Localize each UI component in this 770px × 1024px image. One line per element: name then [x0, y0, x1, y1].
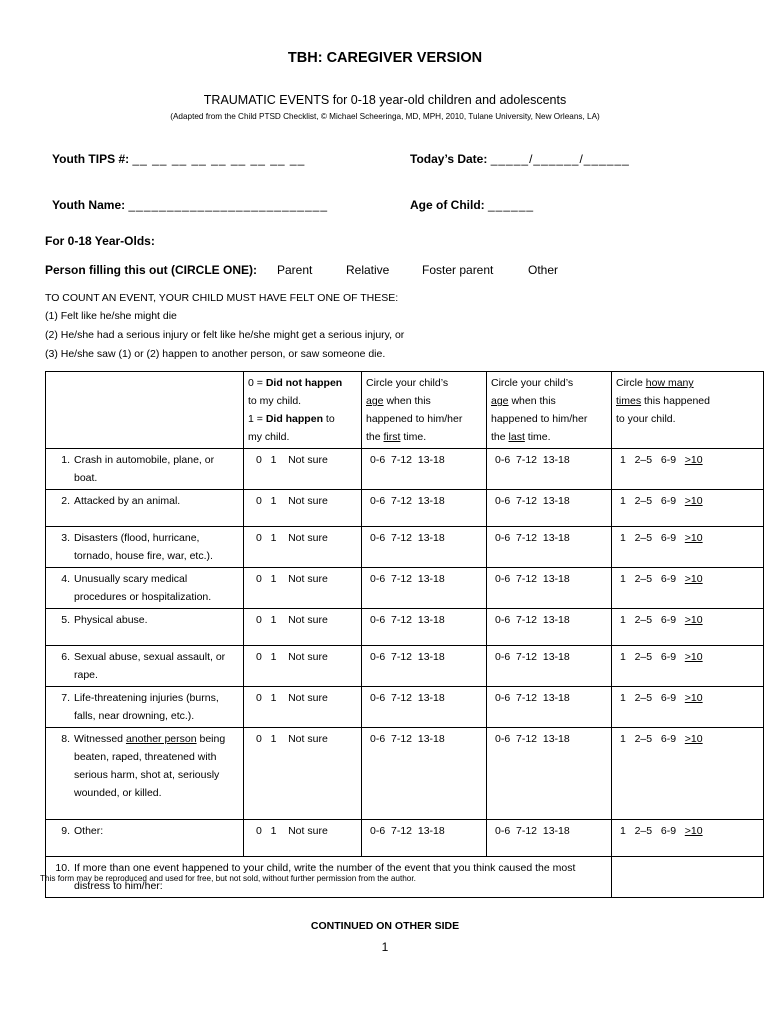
section-heading: For 0-18 Year-Olds:	[45, 234, 155, 248]
times-options[interactable]: 1 2–5 6-9 >10	[612, 820, 764, 857]
instructions-lead: TO COUNT AN EVENT, YOUR CHILD MUST HAVE FELT ONE OF THESE:	[45, 292, 399, 304]
event-row	[46, 609, 764, 646]
response-options[interactable]: 0 1 Not sure	[244, 449, 362, 490]
last-age-options[interactable]: 0-6 7-12 13-18	[487, 527, 612, 568]
events-table	[45, 371, 764, 898]
response-options[interactable]: 0 1 Not sure	[244, 527, 362, 568]
event-description: 9. Other:	[46, 820, 244, 857]
form-subtitle: TRAUMATIC EVENTS for 0-18 year-old children and adolescents	[203, 93, 567, 107]
youth-tips-blank[interactable]: __ __ __ __ __ __ __ __ __	[132, 152, 306, 166]
times-options[interactable]: 1 2–5 6-9 >10	[612, 609, 764, 646]
response-options[interactable]: 0 1 Not sure	[244, 820, 362, 857]
most-distress-answer-cell[interactable]	[612, 857, 764, 898]
last-age-options[interactable]: 0-6 7-12 13-18	[487, 449, 612, 490]
event-row	[46, 646, 764, 687]
response-options[interactable]: 0 1 Not sure	[244, 490, 362, 527]
first-age-options[interactable]: 0-6 7-12 13-18	[362, 820, 487, 857]
response-options[interactable]: 0 1 Not sure	[244, 568, 362, 609]
last-age-options[interactable]: 0-6 7-12 13-18	[487, 728, 612, 820]
instruction-item: (2) He/she had a serious injury or felt like he/she might get a serious injury, or	[45, 329, 405, 341]
first-age-options[interactable]: 0-6 7-12 13-18	[362, 527, 487, 568]
adapted-credit: (Adapted from the Child PTSD Checklist, © Michael Scheeringa, MD, MPH, 2010, Tulane University, New Orleans, LA)	[170, 112, 600, 121]
youth-name-label: Youth Name:	[52, 198, 126, 212]
last-age-options[interactable]: 0-6 7-12 13-18	[487, 490, 612, 527]
option-relative[interactable]: Relative	[346, 263, 390, 277]
last-age-options[interactable]: 0-6 7-12 13-18	[487, 646, 612, 687]
youth-tips-field[interactable]	[52, 152, 305, 166]
event-description: 7. Life-threatening injuries (burns, falls, near drowning, etc.).	[46, 687, 244, 728]
header-times: Circle how many times this happened to your child.	[612, 372, 764, 449]
header-response: 0 = Did not happen to my child. 1 = Did happen to my child.	[244, 372, 362, 449]
footer-note: This form may be reproduced and used for free, but not sold, without further permission from the author.	[40, 874, 416, 883]
first-age-options[interactable]: 0-6 7-12 13-18	[362, 646, 487, 687]
table-header-row	[46, 372, 764, 449]
times-options[interactable]: 1 2–5 6-9 >10	[612, 568, 764, 609]
times-options[interactable]: 1 2–5 6-9 >10	[612, 646, 764, 687]
event-row	[46, 687, 764, 728]
todays-date-blank[interactable]: _____/______/______	[490, 152, 630, 166]
age-blank[interactable]: ______	[488, 198, 535, 212]
event-row	[46, 490, 764, 527]
response-options[interactable]: 0 1 Not sure	[244, 728, 362, 820]
times-options[interactable]: 1 2–5 6-9 >10	[612, 728, 764, 820]
event-row	[46, 728, 764, 820]
option-parent[interactable]: Parent	[277, 263, 313, 277]
times-options[interactable]: 1 2–5 6-9 >10	[612, 490, 764, 527]
todays-date-label: Today’s Date:	[410, 152, 488, 166]
person-filling-label: Person filling this out (CIRCLE ONE):	[45, 263, 257, 277]
event-description: 5. Physical abuse.	[46, 609, 244, 646]
first-age-options[interactable]: 0-6 7-12 13-18	[362, 687, 487, 728]
times-options[interactable]: 1 2–5 6-9 >10	[612, 449, 764, 490]
response-options[interactable]: 0 1 Not sure	[244, 609, 362, 646]
form-title: TBH: CAREGIVER VERSION	[287, 50, 483, 66]
event-row	[46, 449, 764, 490]
response-options[interactable]: 0 1 Not sure	[244, 646, 362, 687]
continued-notice: CONTINUED ON OTHER SIDE	[310, 920, 460, 932]
todays-date-field[interactable]	[410, 152, 630, 166]
most-distress-question: 10. If more than one event happened to your child, write the number of the event that you think caused the most distress to him/her:	[46, 857, 612, 898]
header-last-age: Circle your child’s age when this happened to him/her the last time.	[487, 372, 612, 449]
first-age-options[interactable]: 0-6 7-12 13-18	[362, 449, 487, 490]
last-age-options[interactable]: 0-6 7-12 13-18	[487, 687, 612, 728]
first-age-options[interactable]: 0-6 7-12 13-18	[362, 490, 487, 527]
times-options[interactable]: 1 2–5 6-9 >10	[612, 527, 764, 568]
youth-name-blank[interactable]: __________________________	[128, 198, 328, 212]
header-empty-cell	[46, 372, 244, 449]
event-row	[46, 568, 764, 609]
event-row	[46, 527, 764, 568]
times-options[interactable]: 1 2–5 6-9 >10	[612, 687, 764, 728]
option-other[interactable]: Other	[528, 263, 559, 277]
youth-tips-label: Youth TIPS #:	[52, 152, 130, 166]
page-number: 1	[381, 940, 389, 954]
event-description: 1. Crash in automobile, plane, or boat.	[46, 449, 244, 490]
header-first-age: Circle your child’s age when this happened to him/her the first time.	[362, 372, 487, 449]
last-age-options[interactable]: 0-6 7-12 13-18	[487, 820, 612, 857]
event-description: 2. Attacked by an animal.	[46, 490, 244, 527]
event-description: 6. Sexual abuse, sexual assault, or rape.	[46, 646, 244, 687]
last-age-options[interactable]: 0-6 7-12 13-18	[487, 568, 612, 609]
age-of-child-field[interactable]	[410, 198, 534, 212]
age-label: Age of Child:	[410, 198, 485, 212]
event-rows	[46, 449, 764, 857]
event-row	[46, 820, 764, 857]
first-age-options[interactable]: 0-6 7-12 13-18	[362, 568, 487, 609]
event-description: 4. Unusually scary medical procedures or hospitalization.	[46, 568, 244, 609]
instruction-item: (3) He/she saw (1) or (2) happen to another person, or saw someone die.	[45, 348, 386, 360]
option-foster-parent[interactable]: Foster parent	[422, 263, 494, 277]
response-options[interactable]: 0 1 Not sure	[244, 687, 362, 728]
first-age-options[interactable]: 0-6 7-12 13-18	[362, 728, 487, 820]
event-description: 3. Disasters (flood, hurricane, tornado, house fire, war, etc.).	[46, 527, 244, 568]
instruction-item: (1) Felt like he/she might die	[45, 310, 177, 322]
last-age-options[interactable]: 0-6 7-12 13-18	[487, 609, 612, 646]
first-age-options[interactable]: 0-6 7-12 13-18	[362, 609, 487, 646]
event-description: 8. Witnessed another person being beaten, raped, threatened with serious harm, shot at, seriously wounded, or killed.	[46, 728, 244, 820]
youth-name-field[interactable]	[52, 198, 328, 212]
